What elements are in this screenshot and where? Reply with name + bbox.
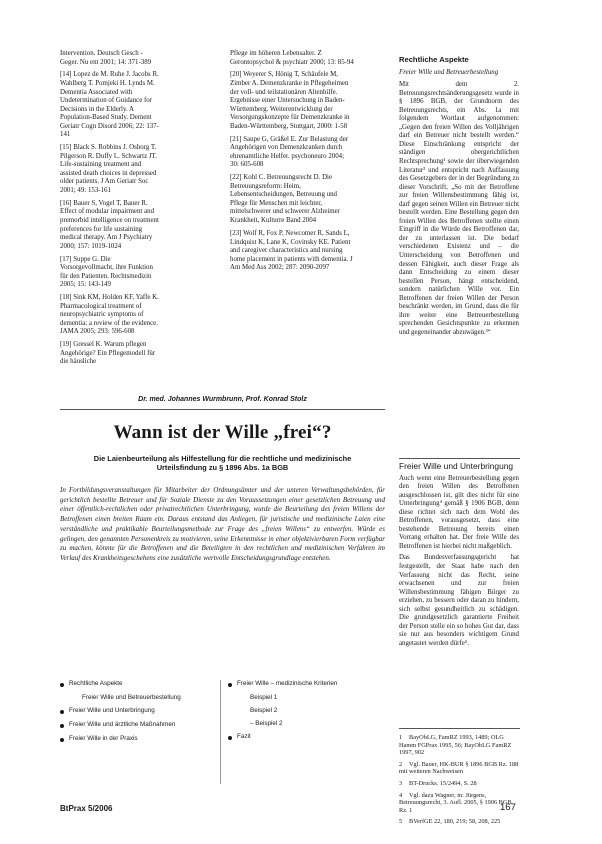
reference-text: Weyerer S, Hönig T, Schäufele M, Zimber A. Demenzkranke in Pflegeheimen der voll- und teilstationären Altenhilfe. Ergebnisse einer Untersuchung in Baden-Württemberg. Weiterentwicklung der Versorgungskonzepte für Demenzkranke in Baden-Württemberg, Stuttgart, 2000: 1-58 bbox=[230, 71, 350, 130]
reference-item bbox=[60, 50, 162, 67]
references-column-2 bbox=[230, 50, 354, 277]
page-number: 167 bbox=[500, 802, 516, 813]
header-rule bbox=[60, 409, 385, 410]
reference-text: Gressel K. Warum pflegen Angehörige? Ein Pflegemodell für die häusliche bbox=[60, 341, 156, 366]
toc-right-column bbox=[228, 680, 384, 747]
toc-item-label: Rechtliche Aspekte bbox=[69, 680, 123, 687]
toc-left-column bbox=[60, 680, 210, 749]
reference-text: Kohl C. Betreuungsrecht D. Die Betreuungsreform: Heim, Lebensentscheidungen, Betreuung und Pflege für Menschen mit leichter, mittelschwerer und schwerer Alzheimer Krankheit, Kulturre Band 2004 bbox=[230, 174, 341, 225]
reference-number: [17] bbox=[60, 255, 72, 263]
reference-number: [21] bbox=[230, 135, 242, 143]
footnote-mark: 3 bbox=[399, 779, 403, 787]
reference-text: Pflege im höheren Lebensalter. Z Gerontopsychol & psychiatr 2000; 13: 85-94 bbox=[230, 50, 354, 66]
footnote-text: BayObLG, FamRZ 1993, 1489; OLG Hamm FGPrax 1995, 56; BayObLG FamRZ 1997, 902 bbox=[399, 734, 512, 757]
reference-item bbox=[230, 71, 354, 131]
bullet-icon bbox=[60, 738, 64, 742]
reference-number: [20] bbox=[230, 71, 242, 79]
reference-number: [16] bbox=[60, 199, 72, 207]
toc-item-label: Freier Wille – medizinische Kriterien bbox=[237, 680, 338, 687]
reference-item bbox=[230, 50, 354, 67]
bullet-icon bbox=[60, 710, 64, 714]
reference-item bbox=[60, 144, 162, 195]
article-title: Wann ist der Wille „frei“? bbox=[113, 422, 332, 443]
reference-item bbox=[60, 200, 162, 251]
reference-text: Wolf R, Fox P, Newcomer R, Sands L, Lindquist K, Lane K, Covinsky KE. Patient and caregiver characteristics and nursing home placement in patients with dementia. J Am Med Ass 2002; 287: 2090-2097 bbox=[230, 229, 353, 272]
reference-number: [22] bbox=[230, 174, 242, 182]
footnote-mark: 5 bbox=[399, 818, 403, 826]
reference-text: Bauer S, Vogel T, Bauer R. Effect of modular impairment and premorbid intelligence on treatment preferences for life sustaining medical therapy. Am J Psychiatry 2000; 157: 1019-1024 bbox=[60, 199, 159, 250]
right-column-lower bbox=[399, 462, 519, 726]
footnote-text: BT-Drucks. 15/2494, S. 28 bbox=[409, 779, 477, 787]
toc-item-label: Fazit bbox=[237, 733, 251, 740]
article-subtitle: Die Laienbeurteilung als Hilfestellung für die rechtliche und medizinische Urteilsfindung zu § 1896 Abs. 1a BGB bbox=[93, 454, 352, 472]
reference-number: [15] bbox=[60, 144, 72, 152]
bullet-icon bbox=[228, 736, 232, 740]
toc-item[interactable] bbox=[228, 733, 384, 741]
toc-item[interactable] bbox=[60, 707, 210, 715]
reference-number: [14] bbox=[60, 71, 72, 79]
article-header bbox=[60, 396, 385, 564]
reference-item bbox=[230, 136, 354, 170]
article-abstract: In Fortbildungsveranstaltungen für Mitarbeiter der Ordnungsämter und der unteren Verwaltungsbehörden, für gerichtlich bestellte Betreuer und für Soziale Dienste zu den Voraussetzungen einer gesetzlichen Betreuung und einer öffentlich-rechtlichen oder privatrechtlichen Unterbringung, wurde die Beurteilung des freien Willens der Betroffenen einen breiten Raum ein. Daraus entstand das Anliegen, für juristische und medizinische Laien eine verständliche und praktikable Beurteilungsmethode zur Frage des „freien Willens“ zu entwerfen. Würde es gelingen, den genannten Personenkreis zu motivieren, seine Erkenntnisse in einer objektivierbaren Form verfügbar zu machen, könnte für die Betroffenen und die Beteiligten in den rechtlichen und medizinischen Verfahren im Verlauf des Krankheitsgeschehens eine zusätzliche wertvolle Entscheidungsgrundlage entstehen. bbox=[60, 486, 385, 562]
reference-item bbox=[60, 341, 162, 367]
reference-text: Lopez de M. Ruhe J. Jacobs R. Wahlberg T. Pomjeki H. Lynds M. Dementia Associated with Undetermination of Guidance for Decisions in the Elderly. A Population-Based Study. Dement Geriatr Cogn Disord 2006; 22: 137-141 bbox=[60, 71, 159, 139]
reference-number: [18] bbox=[60, 294, 72, 302]
footnote-mark: 4 bbox=[399, 791, 403, 799]
reference-text: Suppe G. Die Vorsorgevollmacht, ihre Funktion für den Patienten. Rechtsmedizin 2005; 15: 143-149 bbox=[60, 255, 153, 289]
right-column bbox=[399, 50, 519, 450]
article-authors: Dr. med. Johannes Wurmbrunn, Prof. Konrad Stolz bbox=[138, 396, 307, 403]
footnote-item bbox=[399, 761, 519, 776]
reference-text: Black S. Robbins J. Osborg T. Pilgerson R. Duffy L. Schwartz JT. Life-sustaining treatment and assisted death choices in depressed older patients. J Am Geriatr Soc 2001; 49: 153-161 bbox=[60, 144, 157, 194]
legal-paragraph: Mit dem 2. Betreuungsrechtsänderungsgesetz wurde in § 1896 BGB, der Grundnorm des Betreuungsrechts, ein Abs. 1a mit folgendem Wortlaut aufgenommen: „Gegen den freien Willen des Volljährigen darf ein Betreuer nicht bestellt werden.“ Diese Einschränkung entspricht der ständigen obergerichtlichen Rechtsprechung¹ sowie der überwiegenden Literatur² und entspricht nach Auffassung des Gesetzgebers der in der Begründung zu dieser Vorschrift, „So mit der Betroffene zur freien Willensbestimmung fähig ist, darf gegen seinen Willen ein Betreuer nicht bestellt werden. Eine Bestellung gegen den freien Willen des Betroffenen stellte einen Eingriff in die Würde des Betroffenen dar, der zu unterlassen ist. Die bedarf verschiedenen Existenz und – die Unterscheidung von Betroffenen und dessen Fähigkeit, auch dieser Frage als dann Entscheidung zu einem dieser bestellen Person, hängt entscheidend, sondern natürlichen Wille vor. Ein Betroffenen der freien Willen der Person beschränkt werden, im Grund, dass die für ihre weiter eine Betreuerbestellung sprechenden Gesichtspunkte zu erkennen und gegeneinander abzuwägen.³“ bbox=[399, 81, 519, 336]
references-column-1 bbox=[60, 50, 162, 371]
bullet-icon bbox=[60, 724, 64, 728]
section-divider bbox=[399, 458, 520, 459]
footnote-mark: 2 bbox=[399, 760, 403, 768]
section-heading-placement: Freier Wille und Unterbringung bbox=[399, 461, 514, 471]
reference-text: Saupe G, Gräßel E. Zur Belastung der Angehörigen von Demenzkranken durch ehrenamtliche Helfer. psychoneuro 2004; 30: 605-608 bbox=[230, 135, 349, 169]
bullet-icon bbox=[60, 683, 64, 687]
toc-item[interactable] bbox=[60, 721, 210, 729]
reference-number: [23] bbox=[230, 229, 242, 237]
toc-item-label: Freier Wille in der Praxis bbox=[69, 735, 138, 742]
reference-item bbox=[230, 174, 354, 225]
reference-number: [19] bbox=[60, 341, 72, 349]
placement-paragraph: Auch wenn eine Betreuerbestellung gegen den freien Willen des Betroffenen ausgeschlossen ist, gilt dies nicht für eine Unterbringung⁴ gemäß § 1906 BGB, denn diese richtet sich nach dem Wohl des Betroffenen, vorausgesetzt, dass eine bestehende Betreuung bereits einen Vorrang erhalten hat. Der freie Wille des Betroffenen ist hierbei nicht maßgeblich. bbox=[399, 474, 519, 550]
toc-divider bbox=[220, 680, 221, 784]
reference-item bbox=[60, 294, 162, 337]
toc-item[interactable] bbox=[60, 735, 210, 743]
footnote-divider bbox=[399, 728, 520, 729]
journal-footer: BtPrax 5/2006 bbox=[60, 804, 113, 813]
subsection-heading-free-will: Freier Wille und Betreuerbestellung bbox=[399, 68, 499, 76]
toc-item[interactable] bbox=[228, 680, 384, 688]
reference-item bbox=[230, 230, 354, 273]
toc-subitem[interactable]: Beispiel 2 bbox=[250, 707, 278, 714]
reference-text: Intervention. Deutsch Gesch - Geger. Nu ent 2001; 14: 371-389 bbox=[60, 50, 152, 66]
footnote-item bbox=[399, 734, 519, 757]
toc-item-label: Freier Wille und Unterbringung bbox=[69, 707, 155, 714]
reference-item bbox=[60, 256, 162, 290]
footnote-text: BVerfGE 22, 180, 219; 58, 208, 225 bbox=[409, 818, 501, 826]
footnote-text: Vgl. Bauer, HK-BUR § 1896 BGB Rz. 188 mit weiteren Nachweisen bbox=[399, 760, 519, 776]
table-of-contents bbox=[60, 680, 385, 788]
court-paragraph: Das Bundesverfassungsgericht hat festgestellt, der Staat habe nach den Verfassung nicht das Recht, seine erwachsenen und zur freien Willensbestimmung fähigen Bürger zu erziehen, zu bessern oder daran zu hindern, sich selbst gesundheitlich zu schädigen. Die grundgesetzlich garantierte Freiheit der Person stelle ein so hohes Gut dar, dass sie nur aus besonders wichtigem Grund angetastet werden dürfe⁵. bbox=[399, 554, 519, 647]
reference-item bbox=[60, 71, 162, 139]
footnote-item bbox=[399, 780, 519, 788]
bullet-icon bbox=[228, 683, 232, 687]
toc-item[interactable] bbox=[60, 680, 210, 688]
footnote-text: Vgl. dazu Wagner, in: Jürgens, Betreuungsrecht, 3. Aufl. 2005, § 1906 BGB Rz. 1 bbox=[399, 791, 512, 814]
section-heading-legal: Rechtliche Aspekte bbox=[399, 55, 469, 64]
toc-item-label: Freier Wille und ärztliche Maßnahmen bbox=[69, 721, 176, 728]
toc-subitem[interactable]: Freier Wille und Betreuerbestellung bbox=[82, 694, 181, 701]
toc-subitem[interactable]: – Beispiel 2 bbox=[250, 720, 283, 727]
toc-subitem[interactable]: Beispiel 1 bbox=[250, 694, 278, 701]
footnote-mark: 1 bbox=[399, 734, 403, 741]
reference-text: Sink KM, Holden KF, Yaffe K. Pharmacological treatment of neuropsychiatric symptoms of dementia: a review of the evidence. JAMA 2005; 293: 596-608 bbox=[60, 294, 159, 336]
footnote-item bbox=[399, 818, 519, 826]
